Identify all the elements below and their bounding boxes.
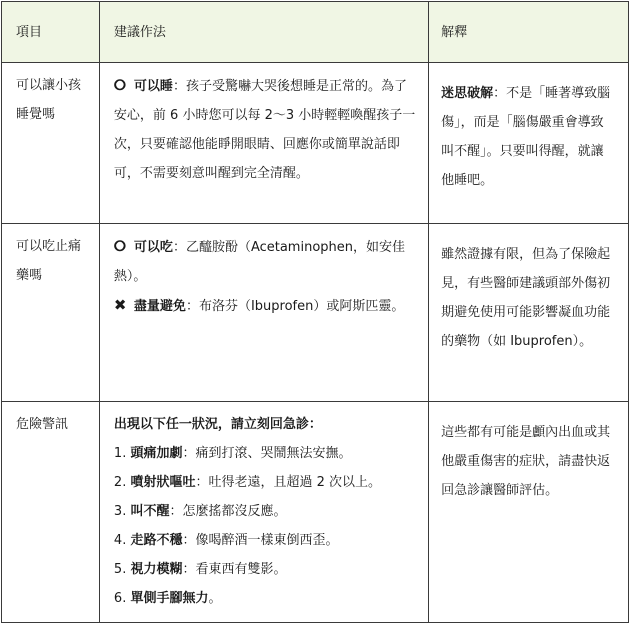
advice-heading: 可以吃 <box>133 240 173 255</box>
header-advice: 建議作法 <box>99 2 428 63</box>
advice-text: ：孩子受驚嚇大哭後想睡是正常的。為了安心，前 6 小時您可以每 2～3 小時輕輕喚醒孩子一次，只要確認他能睜開眼睛、回應你或簡單說話即可，不需要刻意叫醒到完全清醒。 <box>113 79 416 181</box>
table-row <box>2 402 629 623</box>
header-item: 項目 <box>2 2 100 63</box>
advice-table <box>1 1 629 623</box>
advice-heading: 可以睡 <box>133 79 173 94</box>
header-explain: 解釋 <box>429 2 629 63</box>
explain-text: ：不是「睡著導致腦傷」，而是「腦傷嚴重會導致叫不醒」。只要叫得醒，就讓他睡吧。 <box>441 86 611 188</box>
row-item-label: 可以讓小孩睡覺嗎 <box>16 78 82 122</box>
list-item: 2. 噴射狀嘔吐：吐得老遠，且超過 2 次以上。 <box>113 475 382 490</box>
table-header-row <box>2 2 629 63</box>
row-item-label: 危險警訊 <box>16 417 69 432</box>
explain-heading: 迷思破解 <box>441 86 494 101</box>
advice-heading: 盡量避免 <box>133 299 186 314</box>
list-item: 4. 走路不穩：像喝醉酒一樣東倒西歪。 <box>113 533 339 548</box>
explain-text: 雖然證據有限，但為了保險起見，有些醫師建議頭部外傷初期避免使用可能影響凝血功能的藥物（如 Ibuprofen）。 <box>441 247 611 349</box>
list-item: 3. 叫不醒：怎麼搖都沒反應。 <box>113 504 287 519</box>
row-item-label: 可以吃止痛藥嗎 <box>16 239 82 283</box>
table-row <box>2 224 629 402</box>
list-item: 6. 單側手腳無力。 <box>113 591 222 606</box>
circle-icon: ⭘ <box>113 237 126 255</box>
row-advice-cell <box>99 224 428 402</box>
table-row <box>2 63 629 224</box>
advice-text: ：乙醯胺酚（Acetaminophen，如安佳熱）。 <box>113 240 406 284</box>
warning-intro: 出現以下任一狀況，請立刻回急診： <box>113 417 322 432</box>
row-advice-cell <box>99 402 428 623</box>
list-item: 1. 頭痛加劇：痛到打滾、哭鬧無法安撫。 <box>113 446 352 461</box>
advice-text: ：布洛芬（Ibuprofen）或阿斯匹靈。 <box>185 299 405 314</box>
row-explain-cell <box>429 402 629 623</box>
row-advice-cell <box>99 63 428 224</box>
row-explain-cell <box>429 224 629 402</box>
row-item-cell <box>2 63 100 224</box>
warning-list <box>114 439 416 613</box>
row-item-cell <box>2 402 100 623</box>
cross-icon: ✖ <box>113 296 127 314</box>
circle-icon: ⭘ <box>113 76 126 94</box>
explain-text: 這些都有可能是顱內出血或其他嚴重傷害的症狀，請盡快返回急診讓醫師評估。 <box>441 425 611 498</box>
list-item: 5. 視力模糊：看東西有雙影。 <box>113 562 287 577</box>
row-explain-cell <box>429 63 629 224</box>
row-item-cell <box>2 224 100 402</box>
